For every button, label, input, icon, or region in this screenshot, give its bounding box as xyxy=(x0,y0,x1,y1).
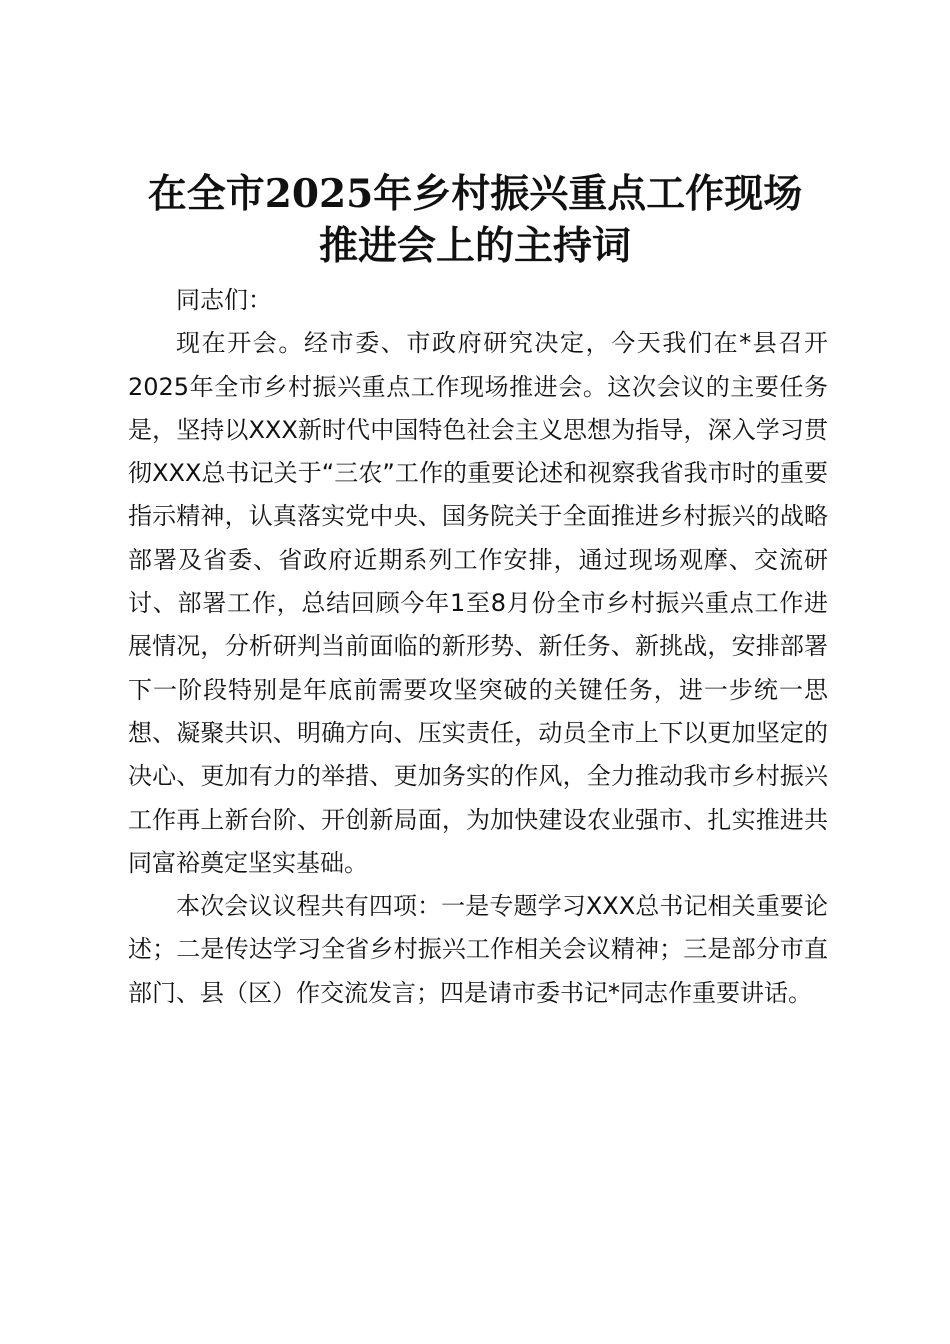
title-line-2: 推进会上的主持词 xyxy=(318,223,631,269)
document-title xyxy=(0,168,950,272)
paragraph-opening: 现在开会。经市委、市政府研究决定，今天我们在*县召开2025年全市乡村振兴重点工作现场推进会。这次会议的主要任务是，坚持以XXX新时代中国特色社会主义思想为指导，深入学习贯彻XXX总书记关于“三农”工作的重要论述和视察我省我市时的重要指示精神，认真落实党中央、国务院关于全面推进乡村振兴的战略部署及省委、省政府近期系列工作安排，通过现场观摩、交流研讨、部署工作，总结回顾今年1至8月份全市乡村振兴重点工作进展情况，分析研判当前面临的新形势、新任务、新挑战，安排部署下一阶段特别是年底前需要攻坚突破的关键任务，进一步统一思想、凝聚共识、明确方向、压实责任，动员全市上下以更加坚定的决心、更加有力的举措、更加务实的作风，全力推动我市乡村振兴工作再上新台阶、开创新局面，为加快建设农业强市、扎实推进共同富裕奠定坚实基础。 xyxy=(128,329,828,877)
greeting: 同志们： xyxy=(176,286,272,314)
title-line-1: 在全市2025年乡村振兴重点工作现场 xyxy=(147,171,803,217)
paragraph-agenda: 本次会议议程共有四项：一是专题学习XXX总书记相关重要论述；二是传达学习全省乡村振兴工作相关会议精神；三是部分市直部门、县（区）作交流发言；四是请市委书记*同志作重要讲话。 xyxy=(128,892,828,1007)
document-body xyxy=(128,279,828,1015)
